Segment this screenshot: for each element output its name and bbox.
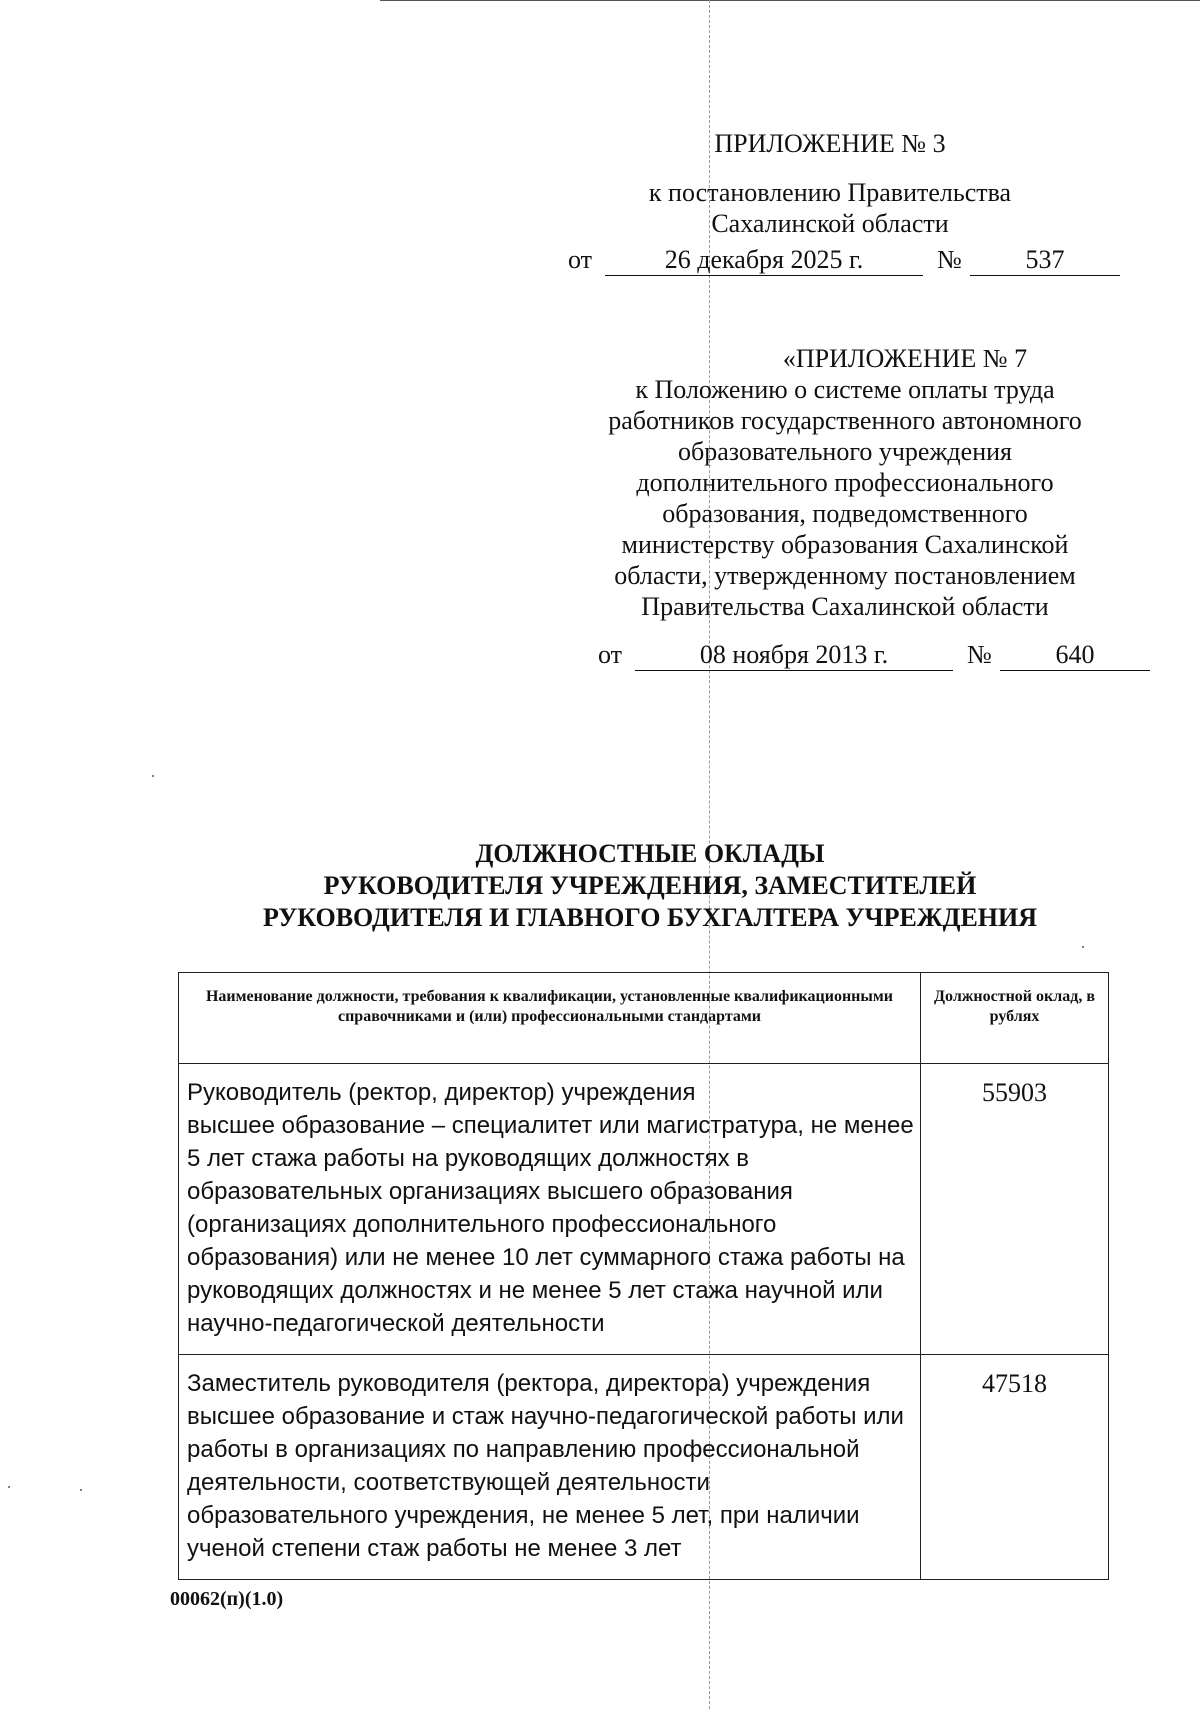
position-title: Заместитель руководителя (ректора, директора) учреждения [187, 1370, 871, 1397]
annex7-line: министерству образования Сахалинской [621, 530, 1069, 559]
annex3-line: к постановлению Правительства [648, 178, 1012, 207]
from-label: от [598, 640, 623, 669]
annex7-line: работников государственного автономного [608, 406, 1082, 435]
scan-speck [1082, 946, 1084, 948]
scan-speck [8, 1486, 10, 1488]
document-code: 00062(п)(1.0) [170, 1588, 284, 1610]
annex7-line: к Положению о системе оплаты труда [635, 375, 1055, 404]
table-header-row [179, 973, 1109, 1064]
scan-speck [80, 1489, 82, 1491]
annex7-date-line [595, 640, 1155, 672]
number-label: № [967, 640, 992, 669]
table-row [179, 1064, 1109, 1355]
position-cell [179, 1064, 921, 1355]
annex3-date: 26 декабря 2025 г. [605, 245, 923, 276]
annex3-block [620, 128, 1040, 239]
from-label: от [568, 245, 593, 274]
heading-line: ДОЛЖНОСТНЫЕ ОКЛАДЫ [475, 839, 825, 868]
position-cell [179, 1355, 921, 1580]
annex7-line: Правительства Сахалинской области [641, 592, 1049, 621]
annex7-line: дополнительного профессионального [636, 468, 1054, 497]
annex7-line: области, утвержденному постановлением [614, 561, 1076, 590]
annex3-title: ПРИЛОЖЕНИЕ № 3 [714, 129, 946, 158]
position-requirements: высшее образование и стаж научно-педагогической работы или работы в организациях по направлению профессиональной деятельности, соответствующей деятельности образовательного учреждения, не менее 5 лет, при наличии ученой степени стаж работы не менее 3 лет [187, 1403, 904, 1562]
annex3-line: Сахалинской области [711, 209, 949, 238]
salary-cell: 47518 [921, 1355, 1109, 1580]
annex7-line: образования, подведомственного [662, 499, 1028, 528]
position-title: Руководитель (ректор, директор) учреждения [187, 1079, 696, 1106]
annex7-block [575, 343, 1115, 622]
table-row [179, 1355, 1109, 1580]
annex7-number: 640 [1000, 640, 1150, 671]
annex7-date: 08 ноября 2013 г. [635, 640, 953, 671]
annex7-line: образовательного учреждения [678, 437, 1012, 466]
salary-cell: 55903 [921, 1064, 1109, 1355]
scan-speck [152, 775, 154, 777]
annex3-date-line [565, 245, 1125, 277]
heading-line: РУКОВОДИТЕЛЯ УЧРЕЖДЕНИЯ, ЗАМЕСТИТЕЛЕЙ [323, 871, 977, 900]
scan-edge-line [380, 0, 1200, 1]
heading-line: РУКОВОДИТЕЛЯ И ГЛАВНОГО БУХГАЛТЕРА УЧРЕЖДЕНИЯ [262, 903, 1038, 932]
salary-table [178, 972, 1109, 1580]
column-header-salary: Должностной оклад, в рублях [921, 973, 1109, 1064]
number-label: № [937, 245, 962, 274]
document-heading [160, 838, 1140, 934]
position-requirements: высшее образование – специалитет или магистратура, не менее 5 лет стажа работы на руководящих должностях в образовательных организациях высшего образования (организациях дополнительного профессионального образования) или не менее 10 лет суммарного стажа работы на руководящих должностях и не менее 5 лет стажа научной или научно-педагогической деятельности [187, 1112, 914, 1337]
column-header-position: Наименование должности, требования к квалификации, установленные квалификационными справочниками и (или) профессиональными стандартами [179, 973, 921, 1064]
annex7-title: «ПРИЛОЖЕНИЕ № 7 [782, 344, 1028, 373]
annex3-number: 537 [970, 245, 1120, 276]
